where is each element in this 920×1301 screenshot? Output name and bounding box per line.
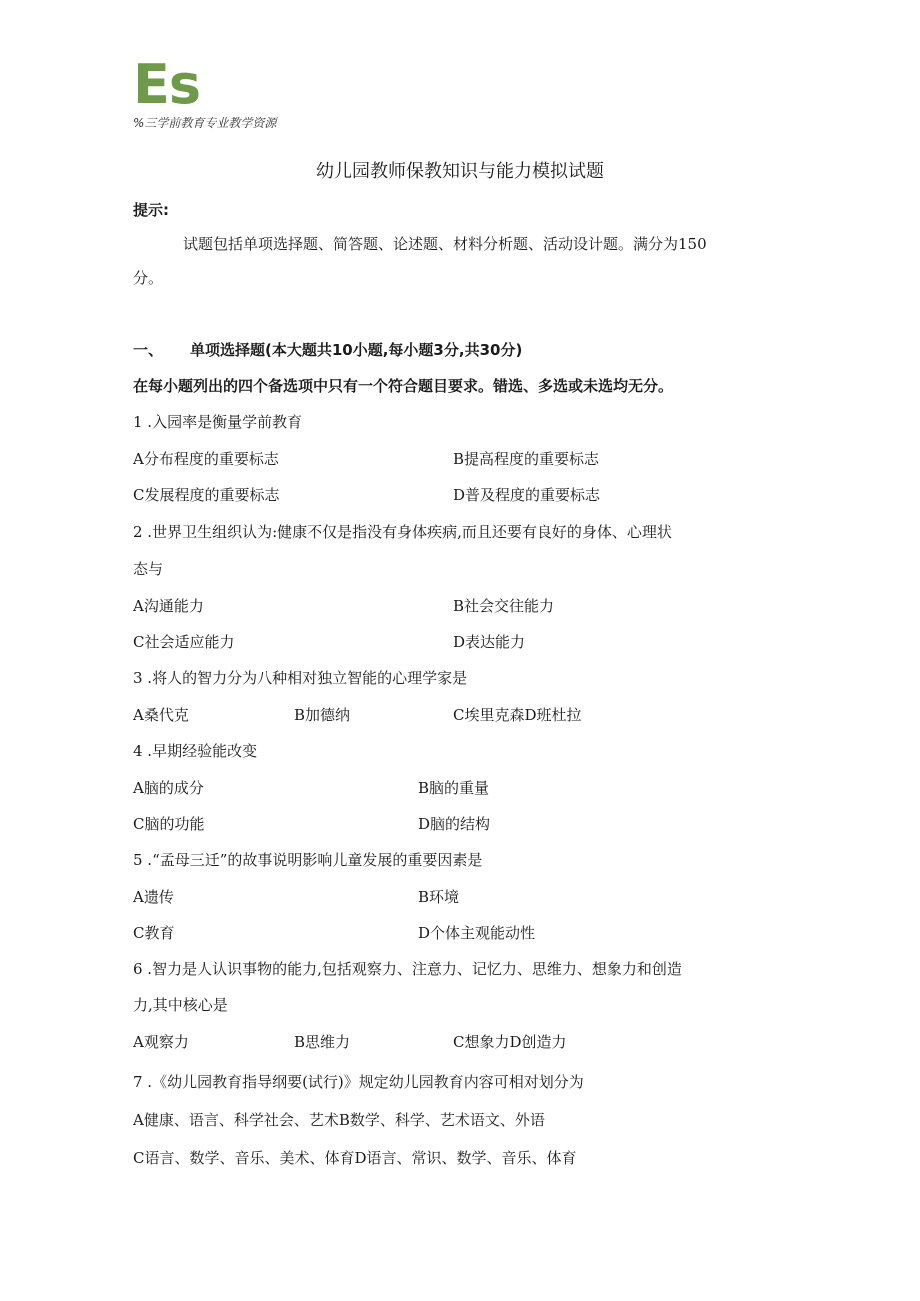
option-d: D表达能力 [453,633,526,651]
option-b: B提高程度的重要标志 [453,450,600,468]
question-stem: 4 .早期经验能改变 [133,742,258,760]
option-c: C教育 [133,924,175,942]
option-b: B加德纳 [294,706,351,724]
option-ab: A健康、语言、科学社会、艺术B数学、科学、艺术语文、外语 [133,1111,545,1129]
option-b: B思维力 [294,1033,351,1051]
option-a: A脑的成分 [133,779,204,797]
tip-line-2: 分。 [133,269,164,287]
option-d: D个体主观能动性 [418,924,536,942]
logo-subtitle: %三学前教育专业教学资源 [133,116,277,130]
question-stem-continued: 态与 [133,560,164,578]
question-stem: 7 .《幼儿园教育指导纲要(试行)》规定幼儿园教育内容可相对划分为 [133,1073,584,1091]
option-cd: C埃里克森D班杜拉 [453,706,582,724]
tip-label: 提示: [133,201,169,219]
option-a: A桑代克 [133,706,189,724]
question-stem: 3 .将人的智力分为八种相对独立智能的心理学家是 [133,669,468,687]
option-d: D脑的结构 [418,815,491,833]
page-title: 幼儿园教师保教知识与能力模拟试题 [316,161,604,182]
option-b: B脑的重量 [418,779,490,797]
logo [133,53,277,131]
option-cd: C想象力D创造力 [453,1033,567,1051]
option-a: A分布程度的重要标志 [133,450,279,468]
question-stem: 1 .入园率是衡量学前教育 [133,413,303,431]
option-b: B社会交往能力 [453,597,555,615]
option-a: A沟通能力 [133,597,204,615]
question-stem: 5 .“孟母三迁”的故事说明影响儿童发展的重要因素是 [133,851,483,869]
question-stem: 2 .世界卫生组织认为:健康不仅是指没有身体疾病,而且还要有良好的身体、心理状 [133,523,672,541]
option-d: D普及程度的重要标志 [453,486,601,504]
logo-mark: Es [133,53,201,116]
option-cd: C语言、数学、音乐、美术、体育D语言、常识、数学、音乐、体育 [133,1149,577,1167]
question-stem-continued: 力,其中核心是 [133,996,228,1014]
section-instruction: 在每小题列出的四个备选项中只有一个符合题目要求。错选、多选或未选均无分。 [133,377,674,395]
section-heading: 单项选择题(本大题共10小题,每小题3分,共30分) [190,341,523,359]
option-c: C社会适应能力 [133,633,235,651]
option-b: B环境 [418,888,460,906]
option-c: C脑的功能 [133,815,205,833]
question-stem: 6 .智力是人认识事物的能力,包括观察力、注意力、记忆力、思维力、想象力和创造 [133,960,682,978]
section-number: 一、 [133,341,164,359]
option-c: C发展程度的重要标志 [133,486,280,504]
tip-line-1: 试题包括单项选择题、简答题、论述题、材料分析题、活动设计题。满分为150 [183,235,707,253]
option-a: A遗传 [133,888,174,906]
option-a: A观察力 [133,1033,189,1051]
